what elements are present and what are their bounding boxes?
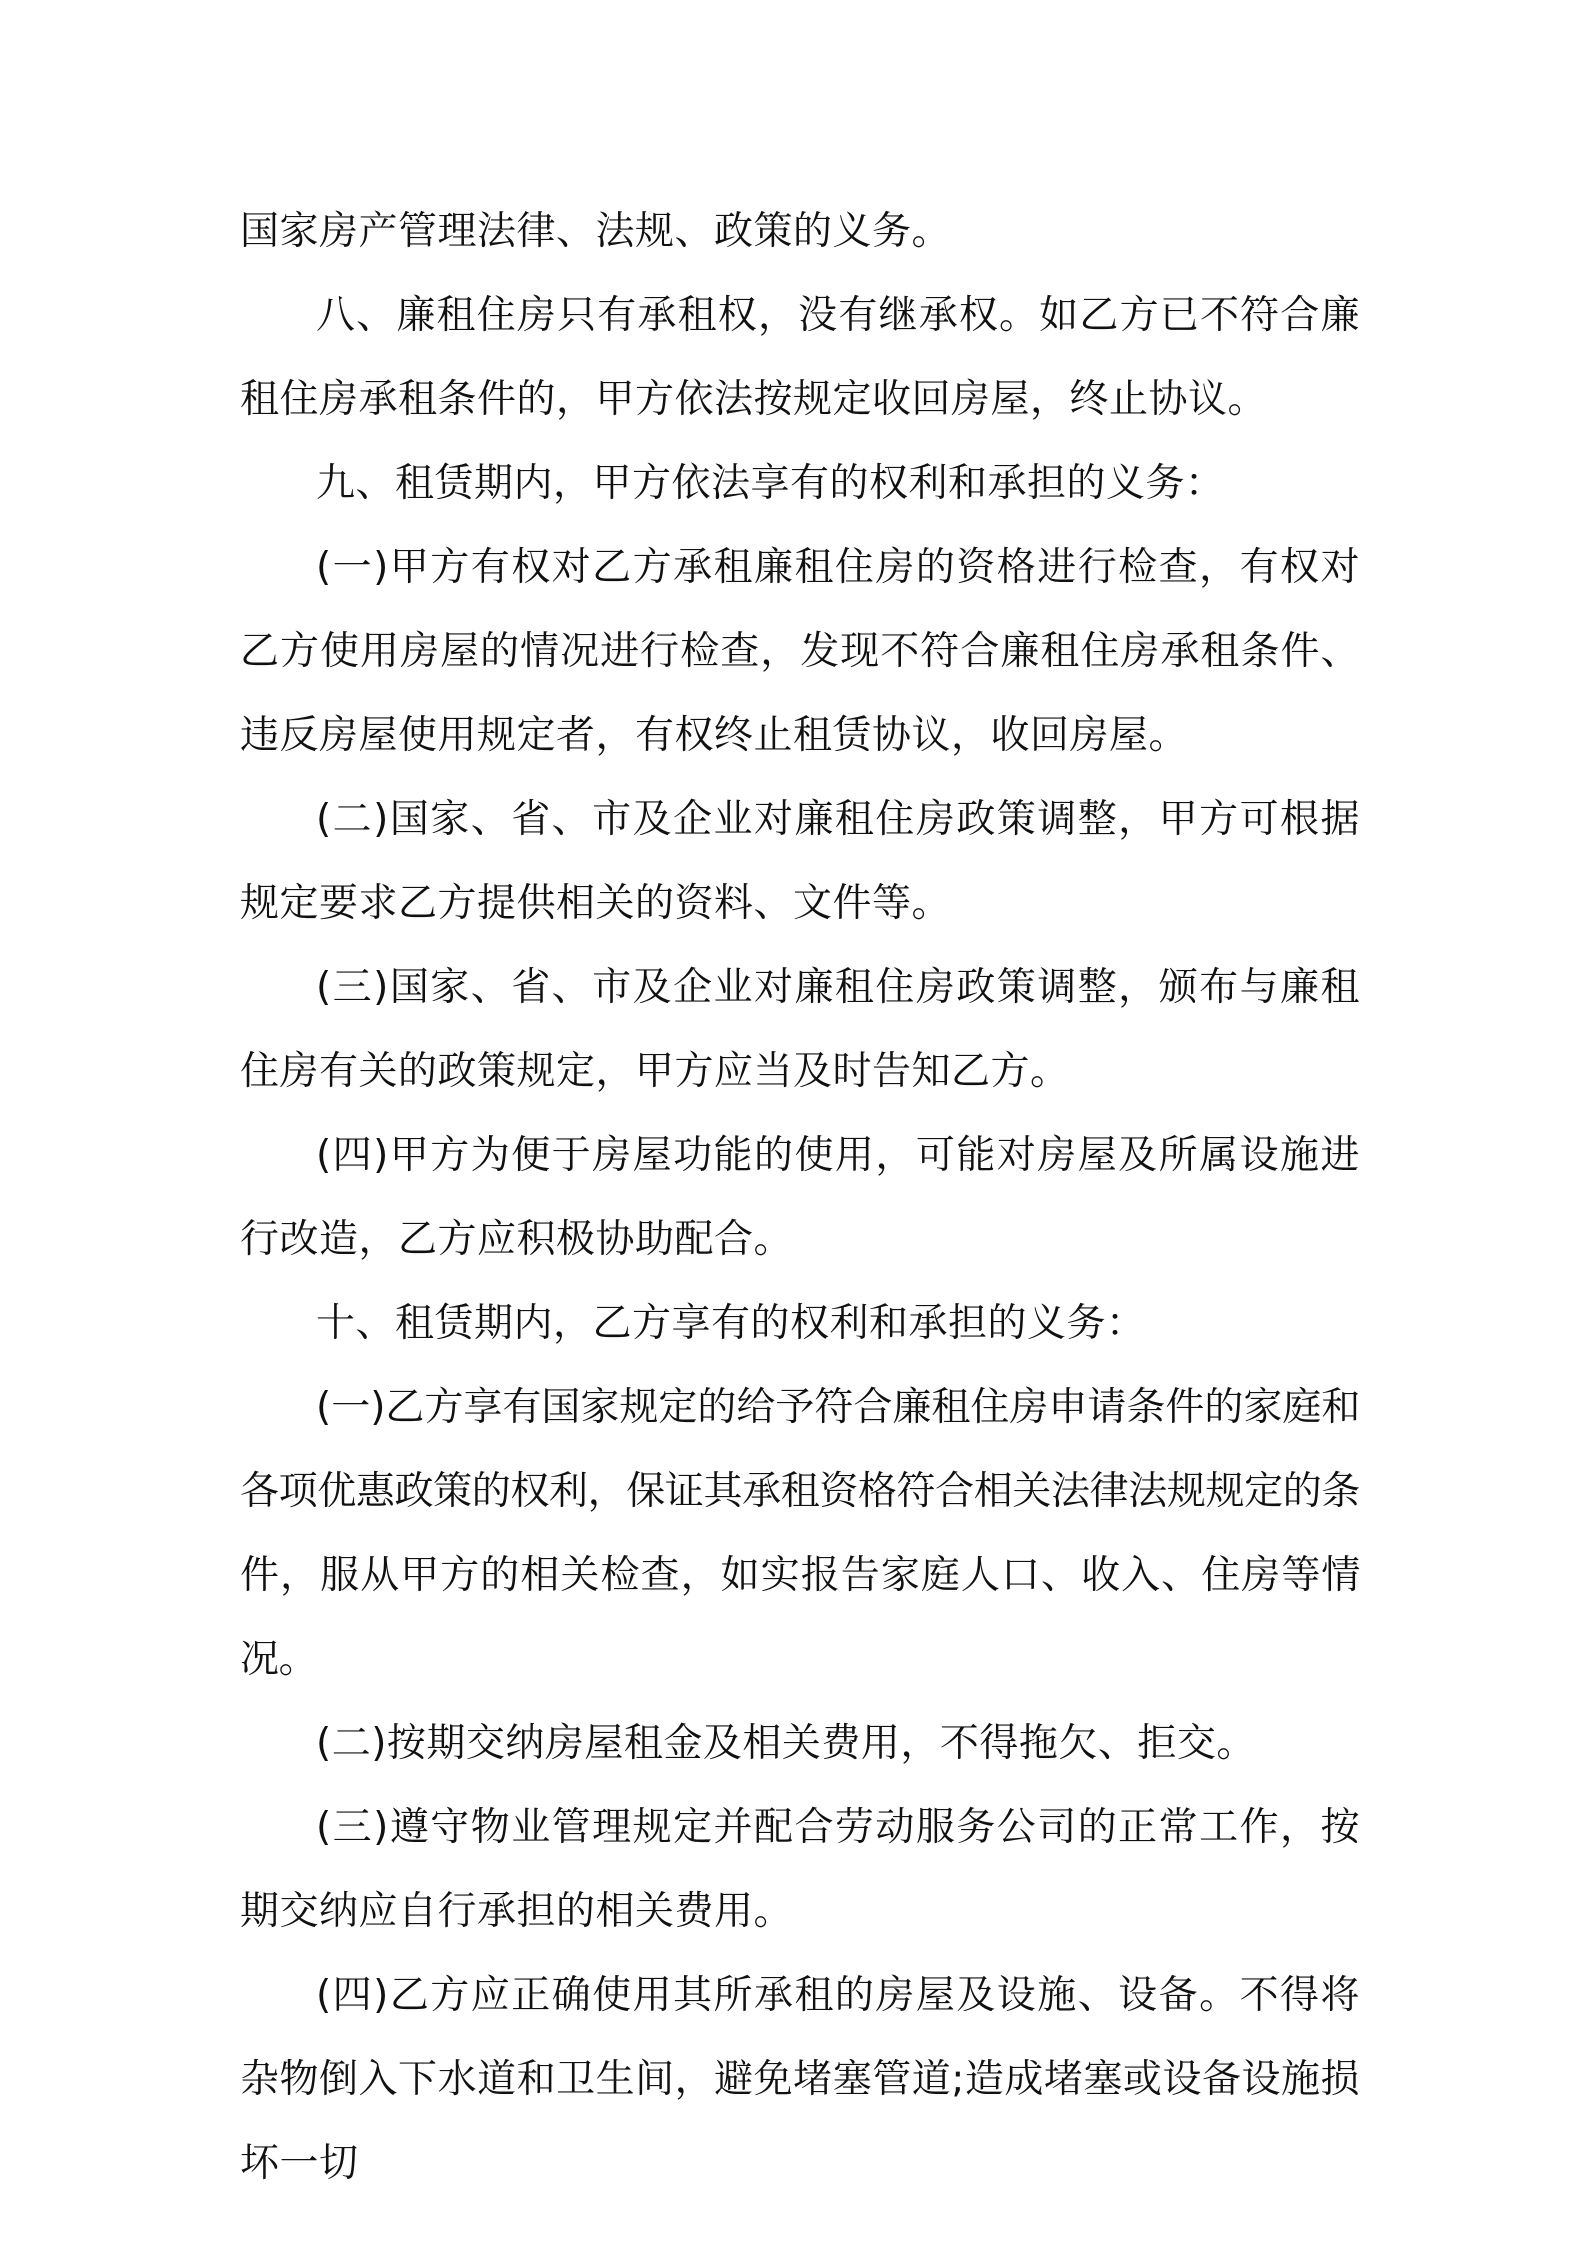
paragraph-article-10-item-4: (四)乙方应正确使用其所承租的房屋及设施、设备。不得将杂物倒入下水道和卫生间，避免堵塞管道;造成堵塞或设备设施损坏一切 xyxy=(240,1973,1360,2186)
paragraph-article-10-item-1: (一)乙方享有国家规定的给予符合廉租住房申请条件的家庭和各项优惠政策的权利，保证其承租资格符合相关法律法规规定的条件，服从甲方的相关检查，如实报告家庭人口、收入、住房等情况。 xyxy=(240,1385,1360,1682)
paragraph-article-9-item-4: (四)甲方为便于房屋功能的使用，可能对房屋及所属设施进行改造，乙方应积极协助配合。 xyxy=(240,1133,1360,1262)
paragraph-continuation: 国家房产管理法律、法规、政策的义务。 xyxy=(240,209,952,254)
paragraph-article-10-item-3: (三)遵守物业管理规定并配合劳动服务公司的正常工作，按期交纳应自行承担的相关费用。 xyxy=(240,1805,1360,1934)
paragraph-article-8: 八、廉租住房只有承租权，没有继承权。如乙方已不符合廉租住房承租条件的，甲方依法按规定收回房屋，终止协议。 xyxy=(240,293,1360,422)
paragraph-article-9-item-2: (二)国家、省、市及企业对廉租住房政策调整，甲方可根据规定要求乙方提供相关的资料、文件等。 xyxy=(240,797,1360,926)
paragraph-article-9-item-3: (三)国家、省、市及企业对廉租住房政策调整，颁布与廉租住房有关的政策规定，甲方应当及时告知乙方。 xyxy=(240,965,1360,1094)
paragraph-article-10-item-2: (二)按期交纳房屋租金及相关费用，不得拖欠、拒交。 xyxy=(316,1721,1256,1766)
paragraph-article-10-heading: 十、租赁期内，乙方享有的权利和承担的义务： xyxy=(316,1301,1146,1346)
paragraph-article-9-heading: 九、租赁期内，甲方依法享有的权利和承担的义务： xyxy=(316,461,1225,506)
paragraph-article-9-item-1: (一)甲方有权对乙方承租廉租住房的资格进行检查，有权对乙方使用房屋的情况进行检查，发现不符合廉租住房承租条件、违反房屋使用规定者，有权终止租赁协议，收回房屋。 xyxy=(240,545,1360,758)
document-body xyxy=(240,190,1360,2206)
